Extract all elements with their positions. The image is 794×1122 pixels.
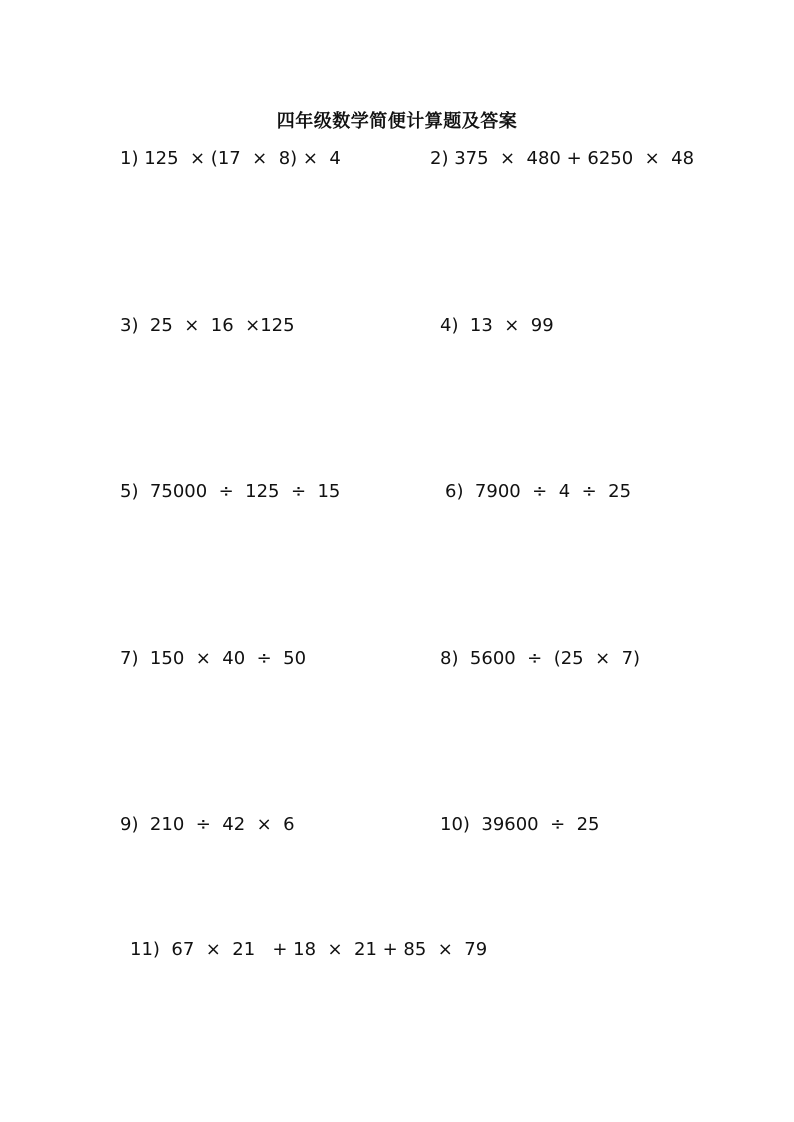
problem-4: 4) 13 × 99 [440, 315, 554, 336]
page-title: 四年级数学简便计算题及答案 [276, 111, 518, 132]
problem-11: 11) 67 × 21 + 18 × 21 + 85 × 79 [130, 939, 488, 960]
problem-8: 8) 5600 ÷ (25 × 7) [440, 648, 641, 669]
problem-7: 7) 150 × 40 ÷ 50 [120, 648, 307, 669]
problem-6: 6) 7900 ÷ 4 ÷ 25 [445, 481, 632, 502]
problem-3: 3) 25 × 16 ×125 [120, 315, 295, 336]
problem-2: 2) 375 × 480 + 6250 × 48 [430, 148, 695, 169]
problem-5: 5) 75000 ÷ 125 ÷ 15 [120, 481, 341, 502]
problem-1: 1) 125 × (17 × 8) × 4 [120, 148, 341, 169]
problem-10: 10) 39600 ÷ 25 [440, 814, 600, 835]
problem-9: 9) 210 ÷ 42 × 6 [120, 814, 295, 835]
